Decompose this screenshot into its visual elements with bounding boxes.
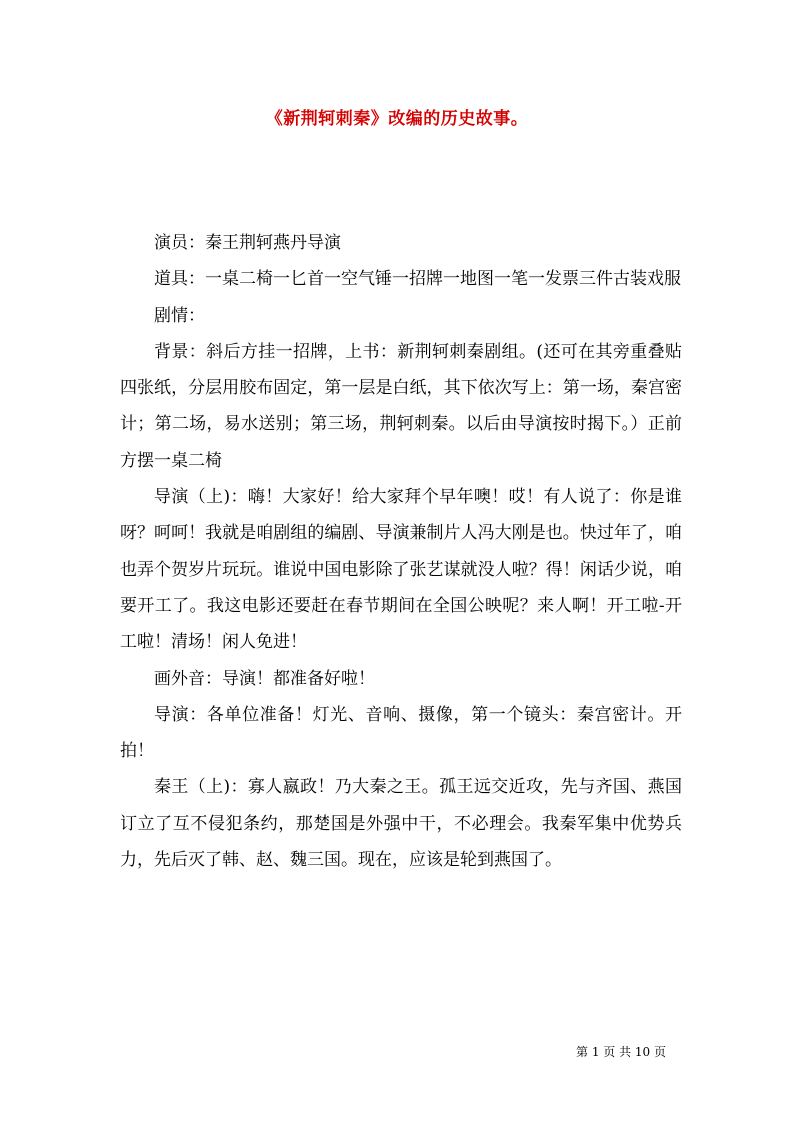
paragraph-background: 背景：斜后方挂一招牌，上书：新荆轲刺秦剧组。(还可在其旁重叠贴四张纸，分层用胶布固定，第一层是白纸，其下依次写上：第一场，秦宫密计；第二场，易水送别；第三场，荆轲刺秦。以后由导演按时揭下。）正前方摆一桌二椅 bbox=[120, 341, 682, 471]
paragraph-director-action: 导演：各单位准备！灯光、音响、摄像，第一个镜头：秦宫密计。开拍！ bbox=[120, 704, 682, 762]
document-body bbox=[120, 225, 682, 878]
page-number: 第 1 页 共 10 页 bbox=[576, 1045, 666, 1059]
paragraph-cast: 演员：秦王荆轲燕丹导演 bbox=[154, 233, 341, 253]
document-title: 《新荆轲刺秦》改编的历史故事。 bbox=[265, 109, 529, 129]
paragraph-plot-heading: 剧情： bbox=[154, 305, 205, 326]
paragraph-director-intro: 导演（上)：嗨！大家好！给大家拜个早年噢！哎！有人说了：你是谁呀？呵呵！我就是咱剧组的编剧、导演兼制片人冯大刚是也。快过年了，咱也弄个贺岁片玩玩。谁说中国电影除了张艺谋就没人啦？得！闲话少说，咱要开工了。我这电影还要赶在春节期间在全国公映呢？来人啊！开工啦-开工啦！清场！闲人免进！ bbox=[120, 487, 682, 653]
paragraph-qin-king: 秦王（上)：寡人嬴政！乃大秦之王。孤王远交近攻，先与齐国、燕国订立了互不侵犯条约，那楚国是外强中干，不必理会。我秦军集中优势兵力，先后灭了韩、赵、魏三国。现在，应该是轮到燕国了。 bbox=[120, 777, 682, 871]
paragraph-props: 道具：一桌二椅一匕首一空气锤一招牌一地图一笔一发票三件古装戏服 bbox=[154, 269, 681, 290]
paragraph-offscreen-voice: 画外音：导演！都准备好啦！ bbox=[154, 668, 375, 689]
